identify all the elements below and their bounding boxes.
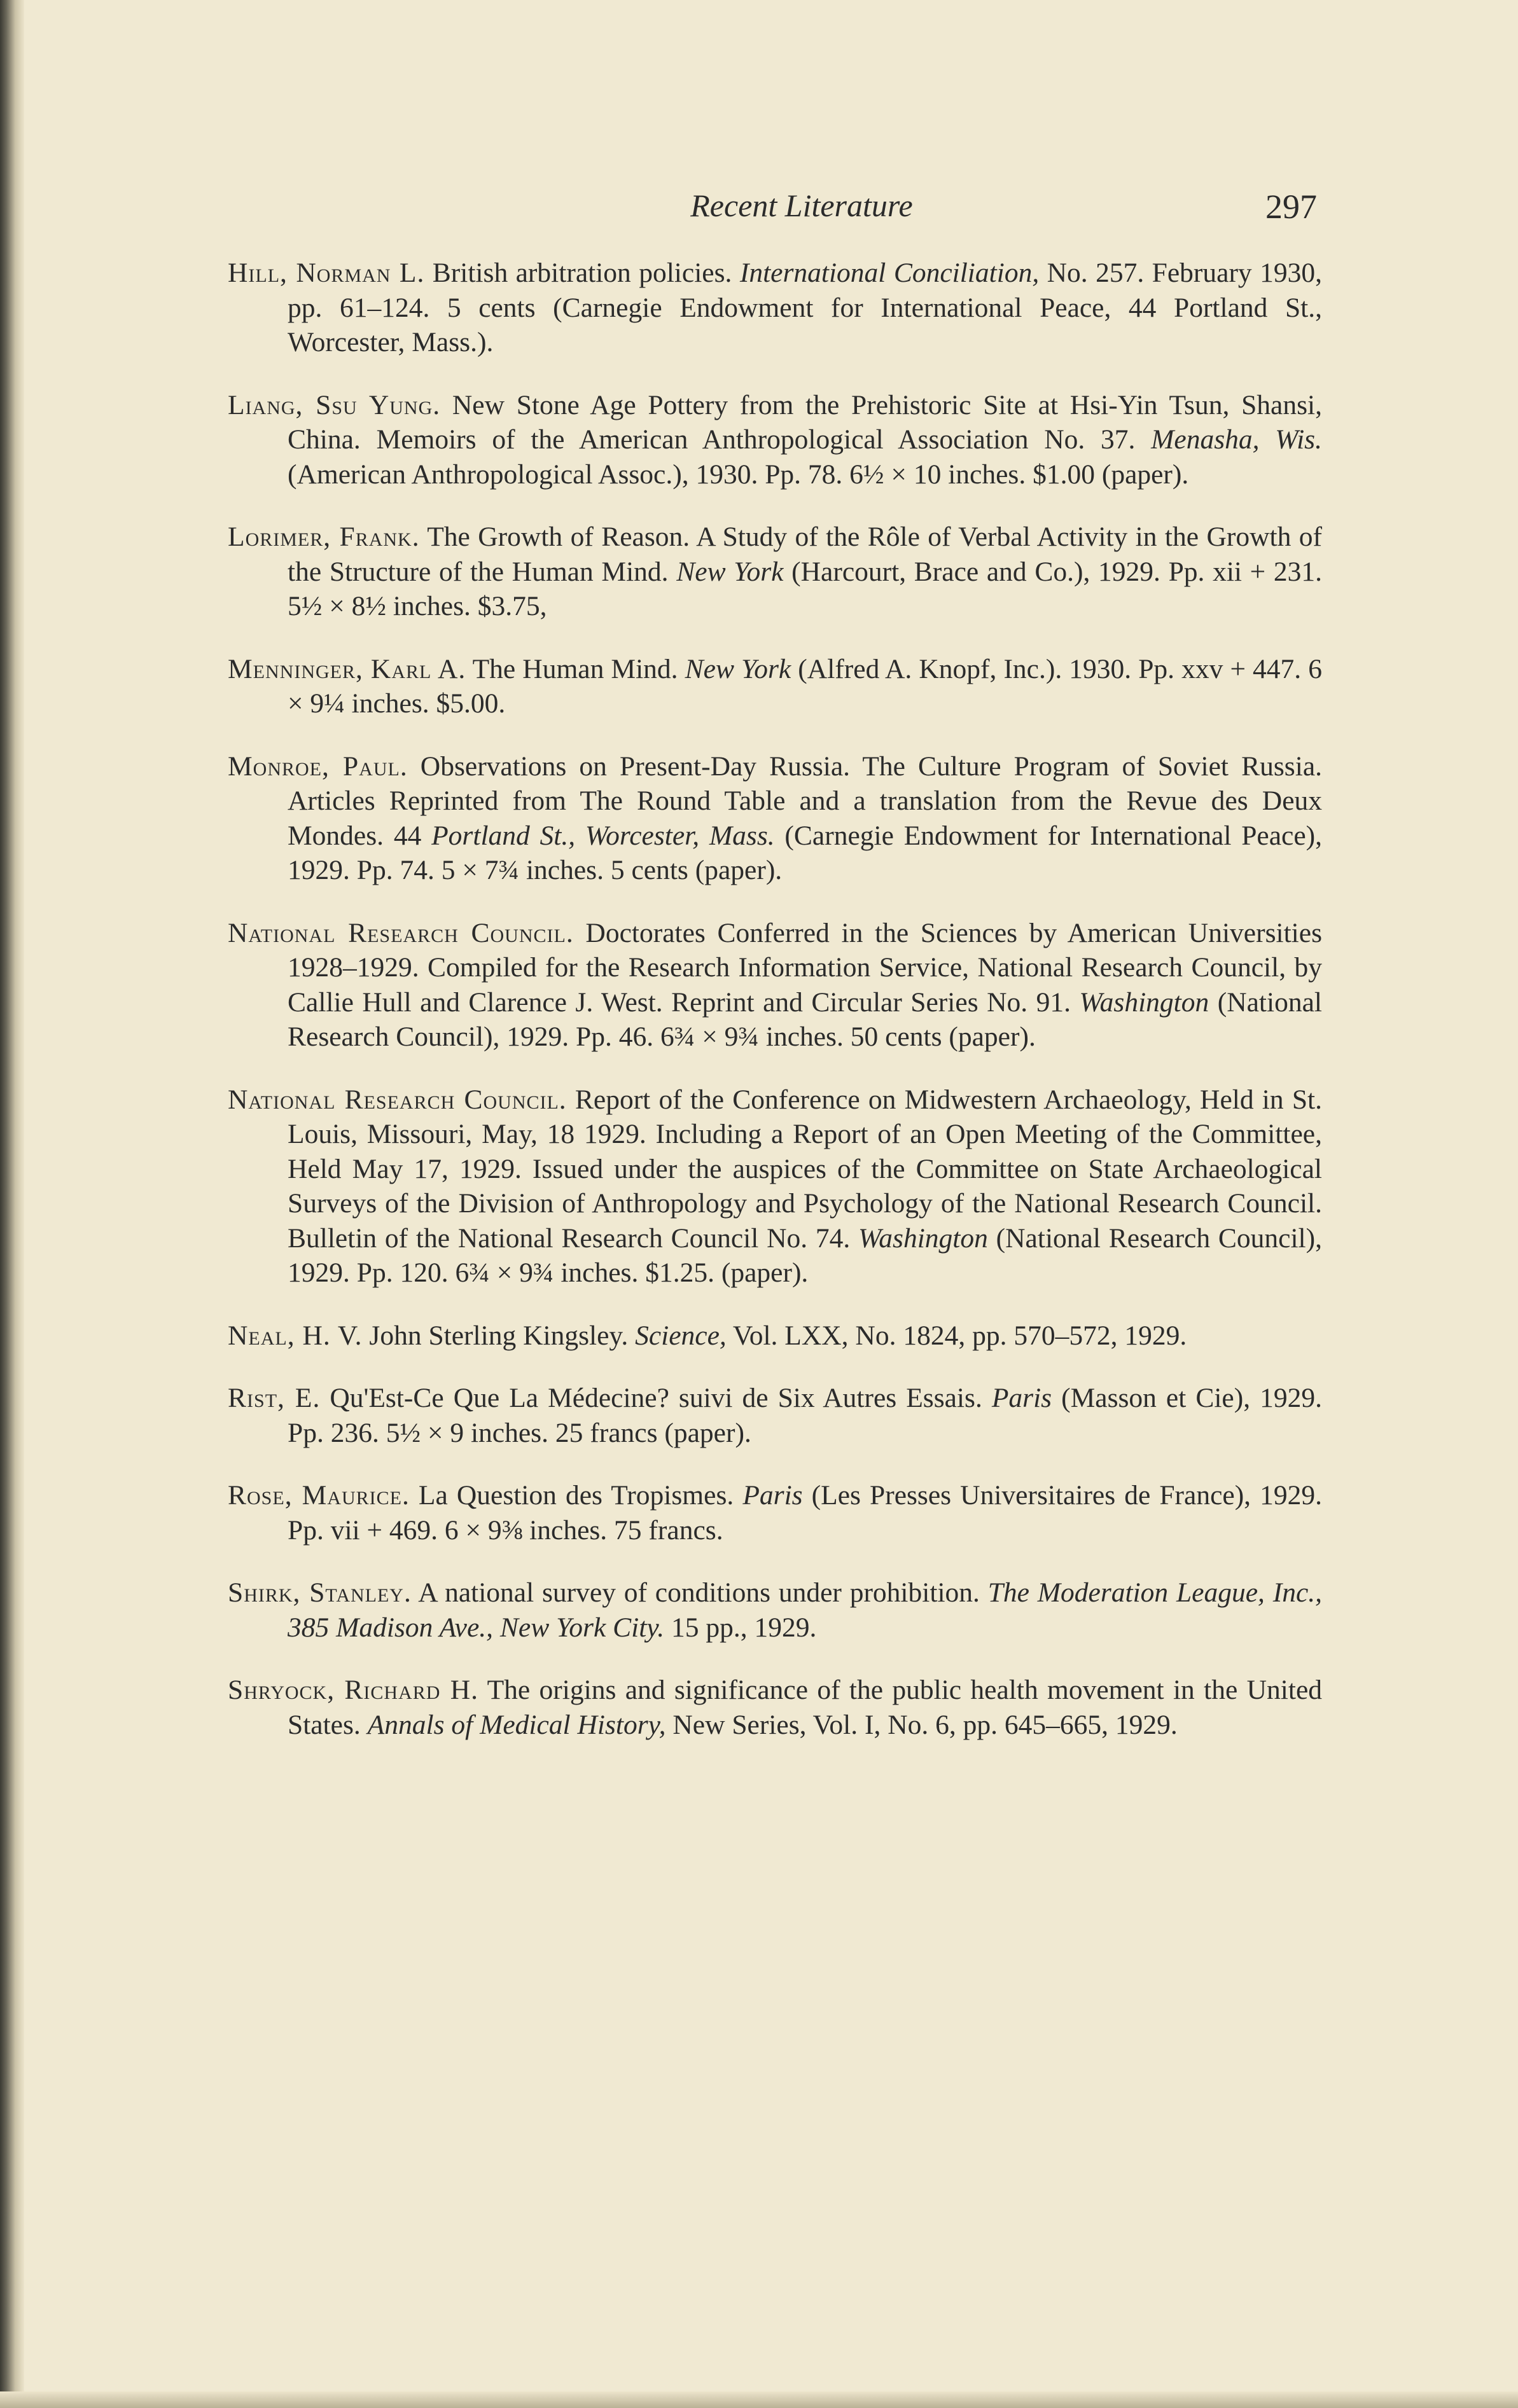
entry-italic-text: Washington (1079, 986, 1209, 1018)
entry-gap (228, 1055, 1322, 1083)
entry-text: (Masson et Cie), 1929. Pp. 236. 5½ × 9 inches. 25 francs (paper). (288, 1383, 1322, 1448)
entry-italic-text: Paris (991, 1383, 1052, 1413)
entry-text: La Question des Tropismes. (409, 1480, 743, 1511)
entry-author: Shryock, Richard H. (228, 1675, 479, 1705)
bibliography-entry (228, 1083, 1322, 1290)
entry-italic-text: New York (676, 556, 784, 587)
entry-text: (Harcourt, Brace and Co.), 1929. Pp. xii + 231. 5½ × 8½ inches. $3.75, (288, 556, 1323, 621)
entry-text: The origins and significance of the public health movement in the United States. (288, 1675, 1322, 1740)
entry-text: Qu'Est-Ce Que La Médecine? suivi de Six Autres Essais. (320, 1383, 992, 1413)
entry-gap (228, 888, 1322, 916)
page-binding-edge (0, 0, 24, 2408)
entry-italic-text: Washington (858, 1222, 988, 1254)
entry-text: Doctorates Conferred in the Sciences by American Universities 1928–1929. Compiled for the Research Information Service, National Research Council, by Callie Hull and Clarence J. West. Reprint and Circular Series No. 91. (288, 917, 1322, 1018)
entry-text: Report of the Conference on Midwestern Archaeology, Held in St. Louis, Missouri, May, 18 1929. Including a Report of an Open Meeting of the Committee, Held May 17, 1929. Issued under the auspices of the Committee on State Archaeological Surveys of the Division of Anthropology and Psychology of the National Research Council. Bulletin of the National Research Council No. 74. (288, 1084, 1322, 1254)
entry-text: (Carnegie Endowment for International Peace), 1929. Pp. 74. 5 × 7¾ inches. 5 cents (paper). (288, 820, 1323, 885)
entry-italic-text: Paris (742, 1480, 803, 1511)
entry-author: Liang, Ssu Yung. (228, 389, 441, 420)
entry-italic-text: International Conciliation, (739, 258, 1040, 288)
entry-author: National Research Council. (228, 1084, 567, 1115)
entry-author: Monroe, Paul. (228, 751, 408, 782)
page-header (280, 183, 1323, 234)
entry-author: Neal, H. V. (228, 1320, 363, 1351)
entry-author: National Research Council. (228, 917, 574, 948)
bibliography-entry (228, 652, 1322, 721)
entry-text: New Stone Age Pottery from the Prehistoric Site at Hsi-Yin Tsun, Shansi, China. Memoirs of the American Anthropological Association No. 37. (288, 389, 1322, 455)
entry-italic-text: Annals of Medical History, (367, 1709, 666, 1740)
entry-gap (228, 1290, 1322, 1318)
bibliography-list (228, 256, 1322, 1742)
entry-author: Rose, Maurice. (228, 1480, 410, 1511)
bibliography-entry (228, 1575, 1322, 1645)
entry-text: 15 pp., 1929. (664, 1612, 817, 1643)
entry-text: The Growth of Reason. A Study of the Rôle of Verbal Activity in the Growth of the Structure of the Human Mind. (288, 522, 1322, 587)
entry-italic-text: Menasha, Wis. (1151, 424, 1322, 455)
entry-text: Observations on Present-Day Russia. The Culture Program of Soviet Russia. Articles Reprinted from The Round Table and a translation from the Revue des Deux Mondes. 44 (288, 751, 1322, 851)
bibliography-entry (228, 1318, 1322, 1353)
entry-gap (228, 360, 1322, 388)
entry-text: (National Research Council), 1929. Pp. 46. 6¾ × 9¾ inches. 50 cents (paper). (288, 986, 1322, 1052)
entry-italic-text: The Moderation League, Inc., 385 Madison Ave., New York City. (288, 1577, 1322, 1643)
entry-italic-text: New York (685, 653, 791, 684)
entry-text: Vol. LXX, No. 1824, pp. 570–572, 1929. (726, 1320, 1187, 1351)
page-number: 297 (1265, 188, 1317, 226)
bibliography-entry (228, 256, 1322, 360)
bibliography-entry (228, 749, 1322, 888)
bibliography-entry (228, 388, 1322, 492)
entry-text: John Sterling Kingsley. (362, 1320, 636, 1351)
entry-text: New Series, Vol. I, No. 6, pp. 645–665, 1929. (665, 1709, 1178, 1740)
entry-gap (228, 721, 1322, 749)
entry-text: No. 257. February 1930, pp. 61–124. 5 cents (Carnegie Endowment for International Peace, 44 Portland St., Worcester, Mass.). (288, 258, 1322, 357)
entry-author: Menninger, Karl A. (228, 653, 466, 684)
bibliography-entry (228, 1381, 1322, 1450)
entry-text: (Les Presses Universitaires de France), 1929. Pp. vii + 469. 6 × 9⅜ inches. 75 francs. (288, 1480, 1322, 1546)
bibliography-entry (228, 916, 1322, 1055)
entry-text: (Alfred A. Knopf, Inc.). 1930. Pp. xxv + 447. 6 × 9¼ inches. $5.00. (288, 653, 1322, 719)
bibliography-entry (228, 520, 1322, 624)
entry-author: Hill, Norman L. (228, 258, 425, 288)
entry-italic-text: Science, (635, 1320, 727, 1351)
entry-italic-text: Portland St., Worcester, Mass. (431, 820, 775, 851)
entry-text: (National Research Council), 1929. Pp. 120. 6¾ × 9¾ inches. $1.25. (paper). (288, 1222, 1322, 1288)
entry-author: Lorimer, Frank. (228, 522, 420, 552)
bibliography-entry (228, 1673, 1322, 1742)
entry-text: (American Anthropological Assoc.), 1930. Pp. 78. 6½ × 10 inches. $1.00 (paper). (288, 459, 1189, 490)
entry-gap (228, 1353, 1322, 1381)
entry-gap (228, 624, 1322, 652)
entry-text: A national survey of conditions under prohibition. (411, 1577, 988, 1608)
entry-gap (228, 492, 1322, 520)
page-bottom-edge (0, 2391, 1518, 2408)
entry-text: The Human Mind. (466, 653, 685, 684)
entry-gap (228, 1547, 1322, 1575)
running-title: Recent Literature (690, 188, 913, 223)
entry-text: British arbitration policies. (424, 258, 740, 288)
entry-gap (228, 1645, 1322, 1673)
entry-author: Shirk, Stanley. (228, 1577, 412, 1608)
entry-author: Rist, E. (228, 1383, 321, 1413)
entry-gap (228, 1450, 1322, 1478)
bibliography-entry (228, 1478, 1322, 1547)
